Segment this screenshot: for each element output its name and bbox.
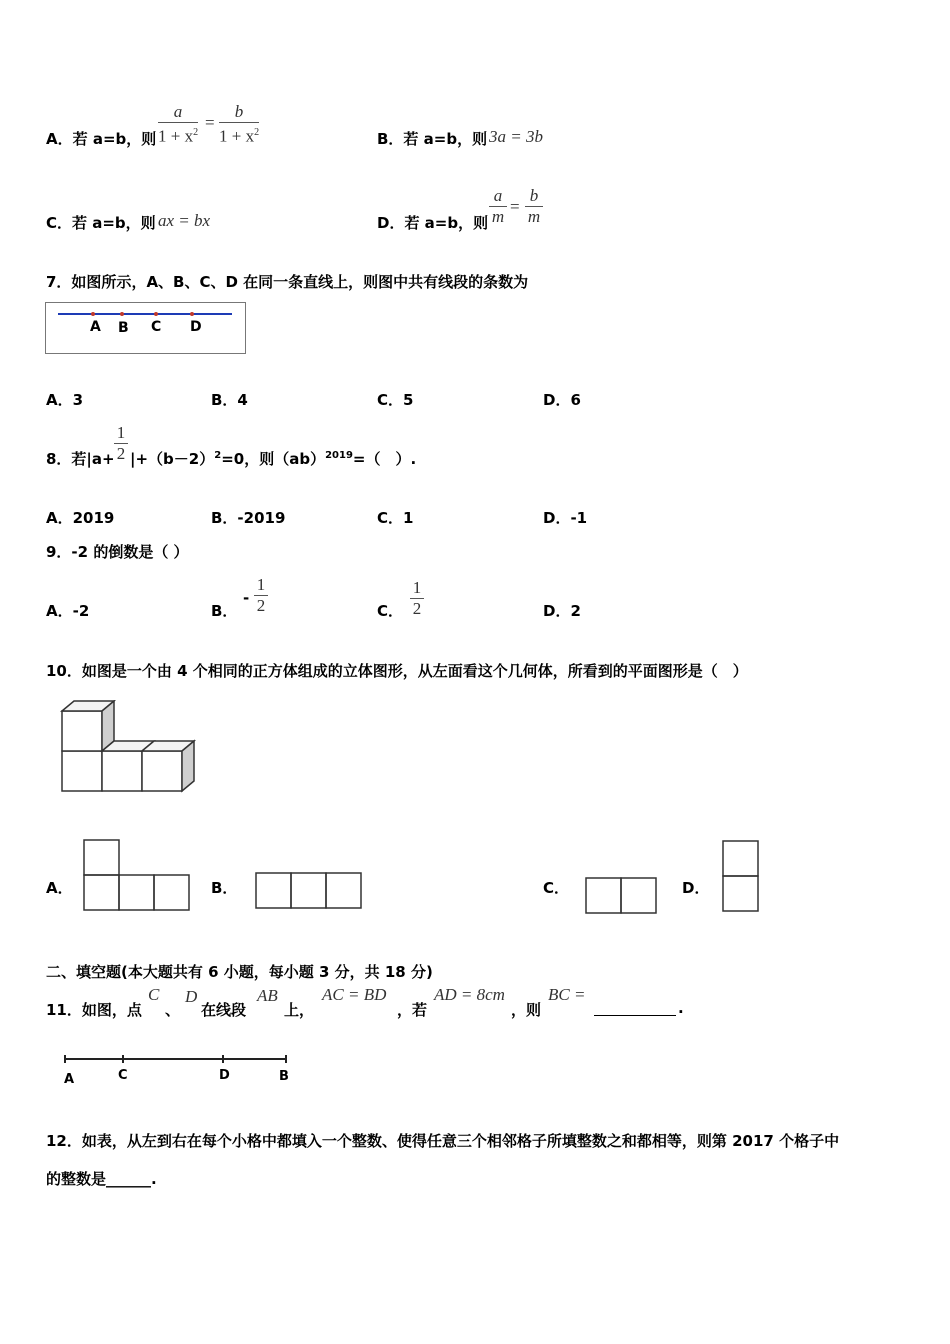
q7-question-text: 7．如图所示，A、B、C、D 在同一条直线上，则图中共有线段的条数为	[46, 273, 529, 291]
q10-c-square-1	[586, 878, 621, 913]
q10-option-d-label: D．	[682, 879, 710, 897]
q7-line-diagram	[46, 303, 245, 353]
q6-option-b-expr: 3a = 3b	[489, 127, 543, 146]
q11-eq1: AC = BD	[322, 985, 387, 1004]
q11-answer-blank[interactable]	[594, 999, 676, 1016]
q11-eq3: BC =	[548, 985, 586, 1004]
q9-option-d: D．2	[543, 602, 581, 620]
q10-option-b-figure	[254, 871, 364, 910]
q6-d-den1: m	[489, 206, 507, 227]
q8-frac-num: 1	[116, 423, 126, 442]
q9-c-den: 2	[410, 598, 424, 619]
q10-option-a-figure	[82, 838, 192, 912]
q10-cube-top	[62, 711, 102, 751]
q9-question-text: 9．-2 的倒数是（ ）	[46, 543, 189, 561]
q8-end: =（ ）.	[352, 450, 417, 468]
q10-option-c-label: C．	[543, 879, 570, 897]
q10-b-square-1	[256, 873, 291, 908]
q11-point-d: D	[185, 987, 198, 1006]
q7-option-b: B．4	[211, 391, 248, 409]
q7-point-a	[91, 312, 95, 316]
q9-b-den: 2	[254, 595, 268, 616]
q10-d-square-bottom	[723, 876, 758, 911]
q9-b-num: 1	[256, 575, 266, 594]
q6-a-exp1: 2	[193, 127, 199, 138]
q10-question-text: 10．如图是一个由 4 个相同的正方体组成的立体图形，从左面看这个几何体，所看到的平面图形是（ ）	[46, 662, 748, 680]
q7-point-b	[120, 312, 124, 316]
q6-a-num1: a	[173, 102, 183, 121]
q11-t4: ，若	[397, 1001, 428, 1019]
q11-t5: ，则	[511, 1001, 542, 1019]
q6-a-den2: 1 + x	[219, 126, 255, 146]
q7-label-b: B	[118, 320, 129, 336]
q6-option-d-fraction-left	[489, 186, 507, 227]
q10-option-c-figure	[584, 876, 660, 915]
q6-d-den2: m	[525, 206, 543, 227]
q10-c-square-2	[621, 878, 656, 913]
q7-point-c	[154, 312, 158, 316]
q11-end: .	[678, 999, 684, 1017]
q8-fraction	[114, 423, 128, 464]
q7-label-c: C	[151, 319, 162, 335]
q12-line2: 的整数是______.	[46, 1170, 157, 1188]
q8-mid2: =0，则（ab）	[221, 450, 326, 468]
q6-option-a-fraction-right	[219, 102, 259, 147]
q10-option-a-label: A．	[46, 879, 73, 897]
q6-option-d-label: D．若 a=b，则	[377, 214, 489, 232]
q11-point-c: C	[148, 985, 160, 1004]
q7-option-d: D．6	[543, 391, 581, 409]
q6-d-num2: b	[529, 186, 539, 205]
q8-option-a: A．2019	[46, 509, 115, 527]
q11-label-d: D	[219, 1068, 230, 1083]
q8-square: 2	[214, 450, 222, 461]
q10-a-square-top	[84, 840, 119, 875]
q6-a-den1: 1 + x	[158, 126, 194, 146]
q9-option-c-fraction	[410, 578, 424, 619]
q6-a-exp2: 2	[254, 127, 260, 138]
q6-option-a-fraction-left	[158, 102, 198, 147]
q10-b-square-3	[326, 873, 361, 908]
q11-label-c: C	[118, 1068, 128, 1083]
q8-frac-den: 2	[114, 443, 128, 464]
q11-line-diagram	[62, 1052, 292, 1068]
q6-option-d-fraction-right	[525, 186, 543, 227]
q6-option-b-label: B．若 a=b，则	[377, 130, 488, 148]
q7-option-a: A．3	[46, 391, 84, 409]
q10-solid-figure	[60, 700, 205, 798]
q11-sep: 、	[165, 1001, 181, 1019]
q9-option-b-fraction	[254, 575, 268, 616]
q7-option-c: C．5	[377, 391, 414, 409]
q8-power: 2019	[325, 450, 353, 461]
q10-a-square-2	[119, 875, 154, 910]
q10-d-square-top	[723, 841, 758, 876]
q10-cube-front-1	[62, 751, 102, 791]
q6-option-c-label: C．若 a=b，则	[46, 214, 156, 232]
q11-t3: 上，	[284, 1001, 315, 1019]
q6-a-num2: b	[234, 102, 244, 121]
q8-text-mid	[130, 448, 416, 469]
q8-option-b: B．-2019	[211, 509, 286, 527]
q6-option-c-expr: ax = bx	[158, 211, 211, 230]
q9-c-num: 1	[412, 578, 422, 597]
q7-label-a: A	[90, 319, 101, 335]
q11-segment-ab: AB	[257, 986, 278, 1005]
q10-cube-front-2	[102, 751, 142, 791]
q11-label-a: A	[64, 1072, 75, 1087]
q10-b-square-2	[291, 873, 326, 908]
q10-a-square-3	[154, 875, 189, 910]
q9-option-c-label: C．	[377, 602, 404, 620]
q10-option-b-label: B．	[211, 879, 238, 897]
q11-t1: 11．如图，点	[46, 1001, 142, 1019]
q9-option-a: A．-2	[46, 602, 90, 620]
q6-option-d-equals: =	[510, 197, 520, 216]
q6-d-num1: a	[493, 186, 503, 205]
q9-option-b-label: B．	[211, 602, 238, 620]
q6-option-a-equals: =	[205, 113, 215, 132]
q7-point-d	[190, 312, 194, 316]
q8-option-c: C．1	[377, 509, 414, 527]
q8-mid: |+（b－2）	[130, 450, 215, 468]
q12-line1: 12．如表，从左到右在每个小格中都填入一个整数、使得任意三个相邻格子所填整数之和都相等，则第 2017 个格子中	[46, 1132, 840, 1150]
q10-a-square-1	[84, 875, 119, 910]
q11-label-b: B	[279, 1069, 289, 1084]
q6-option-a-label: A．若 a=b，则	[46, 130, 157, 148]
q10-option-d-figure	[721, 839, 760, 913]
q10-cube-front-3	[142, 751, 182, 791]
q7-label-d: D	[190, 319, 202, 335]
q11-t2: 在线段	[201, 1001, 247, 1019]
q8-option-d: D．-1	[543, 509, 588, 527]
q9-option-b-sign: -	[243, 589, 250, 607]
q8-text-start: 8．若|a+	[46, 450, 115, 468]
q11-eq2: AD = 8cm	[434, 985, 505, 1004]
q7-figure	[45, 302, 246, 354]
section2-title: 二、填空题(本大题共有 6 小题，每小题 3 分，共 18 分)	[46, 963, 433, 981]
